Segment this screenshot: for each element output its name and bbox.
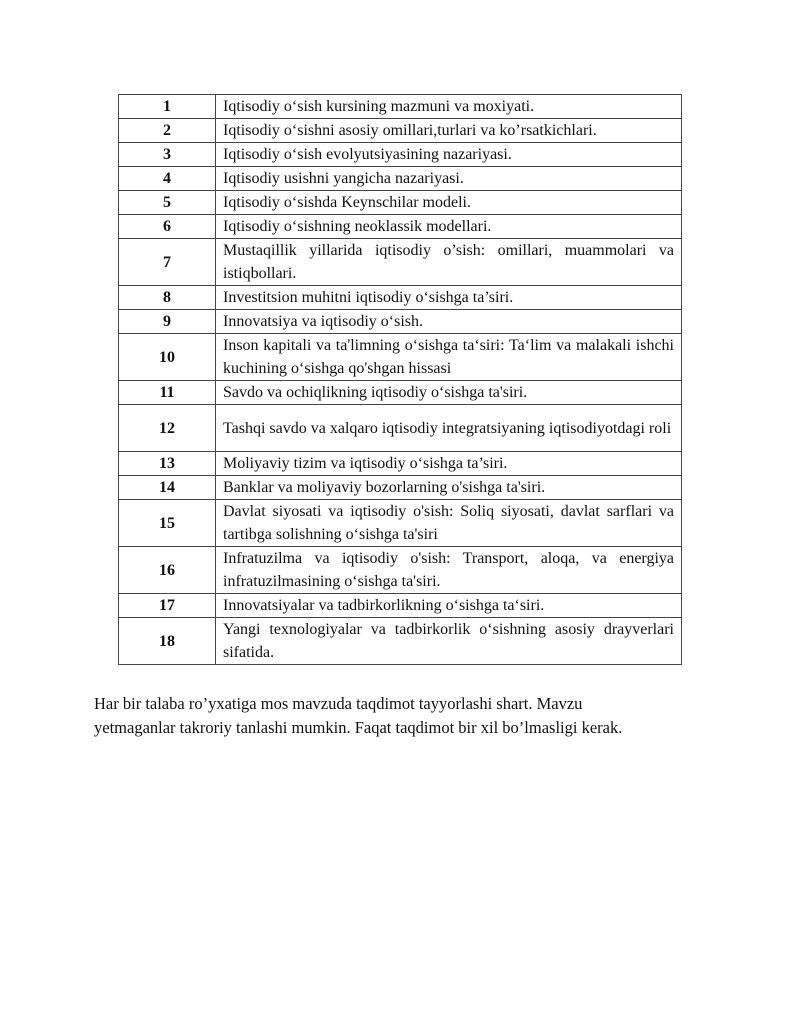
topic-title: Yangi texnologiyalar va tadbirkorlik o‘sishning asosiy drayverlari sifatida. xyxy=(216,618,682,665)
topic-number: 6 xyxy=(119,215,216,239)
topic-title: Iqtisodiy o‘sish kursining mazmuni va moxiyati. xyxy=(216,95,682,119)
topic-number: 10 xyxy=(119,334,216,381)
table-row xyxy=(119,334,682,381)
topic-number: 7 xyxy=(119,239,216,286)
topic-number: 14 xyxy=(119,476,216,500)
instructions-line-1: Har bir talaba ro’yxatiga mos mavzuda taqdimot tayyorlashi shart. Mavzu xyxy=(94,694,583,713)
topic-title: Moliyaviy tizim va iqtisodiy o‘sishga ta’siri. xyxy=(216,452,682,476)
topic-title: Savdo va ochiqlikning iqtisodiy o‘sishga ta'siri. xyxy=(216,381,682,405)
topic-number: 9 xyxy=(119,310,216,334)
topic-title: Mustaqillik yillarida iqtisodiy o’sish: omillari, muammolari va istiqbollari. xyxy=(216,239,682,286)
topic-number: 2 xyxy=(119,119,216,143)
topic-title: Iqtisodiy o‘sishda Keynschilar modeli. xyxy=(216,191,682,215)
topic-title: Investitsion muhitni iqtisodiy o‘sishga ta’siri. xyxy=(216,286,682,310)
topic-number: 8 xyxy=(119,286,216,310)
instructions-line-2: yetmaganlar takroriy tanlashi mumkin. Faqat taqdimot bir xil bo’lmasligi kerak. xyxy=(94,718,623,737)
table-row xyxy=(119,143,682,167)
table-row xyxy=(119,381,682,405)
topic-title: Davlat siyosati va iqtisodiy o'sish: Soliq siyosati, davlat sarflari va tartibga solishning o‘sishga ta'siri xyxy=(216,500,682,547)
topic-title: Iqtisodiy usishni yangicha nazariyasi. xyxy=(216,167,682,191)
topic-number: 1 xyxy=(119,95,216,119)
topic-number: 13 xyxy=(119,452,216,476)
table-row xyxy=(119,500,682,547)
topic-number: 4 xyxy=(119,167,216,191)
table-row xyxy=(119,191,682,215)
topic-number: 15 xyxy=(119,500,216,547)
topic-number: 5 xyxy=(119,191,216,215)
topic-number: 17 xyxy=(119,594,216,618)
topic-number: 12 xyxy=(119,405,216,452)
topic-title: Innovatsiya va iqtisodiy o‘sish. xyxy=(216,310,682,334)
table-row xyxy=(119,286,682,310)
topic-title: Tashqi savdo va xalqaro iqtisodiy integratsiyaning iqtisodiyotdagi roli xyxy=(216,405,682,452)
topic-number: 3 xyxy=(119,143,216,167)
instructions-paragraph xyxy=(94,692,714,740)
table-row xyxy=(119,239,682,286)
table-row xyxy=(119,215,682,239)
table-row xyxy=(119,547,682,594)
topics-table-body xyxy=(119,95,682,665)
topic-title: Iqtisodiy o‘sishni asosiy omillari,turlari va ko’rsatkichlari. xyxy=(216,119,682,143)
table-row xyxy=(119,452,682,476)
topic-number: 11 xyxy=(119,381,216,405)
table-row xyxy=(119,594,682,618)
table-row xyxy=(119,167,682,191)
table-row xyxy=(119,310,682,334)
table-row xyxy=(119,476,682,500)
topic-title: Iqtisodiy o‘sish evolyutsiyasining nazariyasi. xyxy=(216,143,682,167)
table-row xyxy=(119,119,682,143)
topic-number: 18 xyxy=(119,618,216,665)
table-row xyxy=(119,95,682,119)
topic-number: 16 xyxy=(119,547,216,594)
topic-title: Infratuzilma va iqtisodiy o'sish: Transport, aloqa, va energiya infratuzilmasining o‘sishga ta'siri. xyxy=(216,547,682,594)
topic-title: Inson kapitali va ta'limning o‘sishga ta‘siri: Ta‘lim va malakali ishchi kuchining o‘sishga qo'shgan hissasi xyxy=(216,334,682,381)
table-row xyxy=(119,618,682,665)
topic-title: Innovatsiyalar va tadbirkorlikning o‘sishga ta‘siri. xyxy=(216,594,682,618)
topic-title: Iqtisodiy o‘sishning neoklassik modellari. xyxy=(216,215,682,239)
topic-title: Banklar va moliyaviy bozorlarning o'sishga ta'siri. xyxy=(216,476,682,500)
topics-table xyxy=(118,94,682,665)
table-row xyxy=(119,405,682,452)
